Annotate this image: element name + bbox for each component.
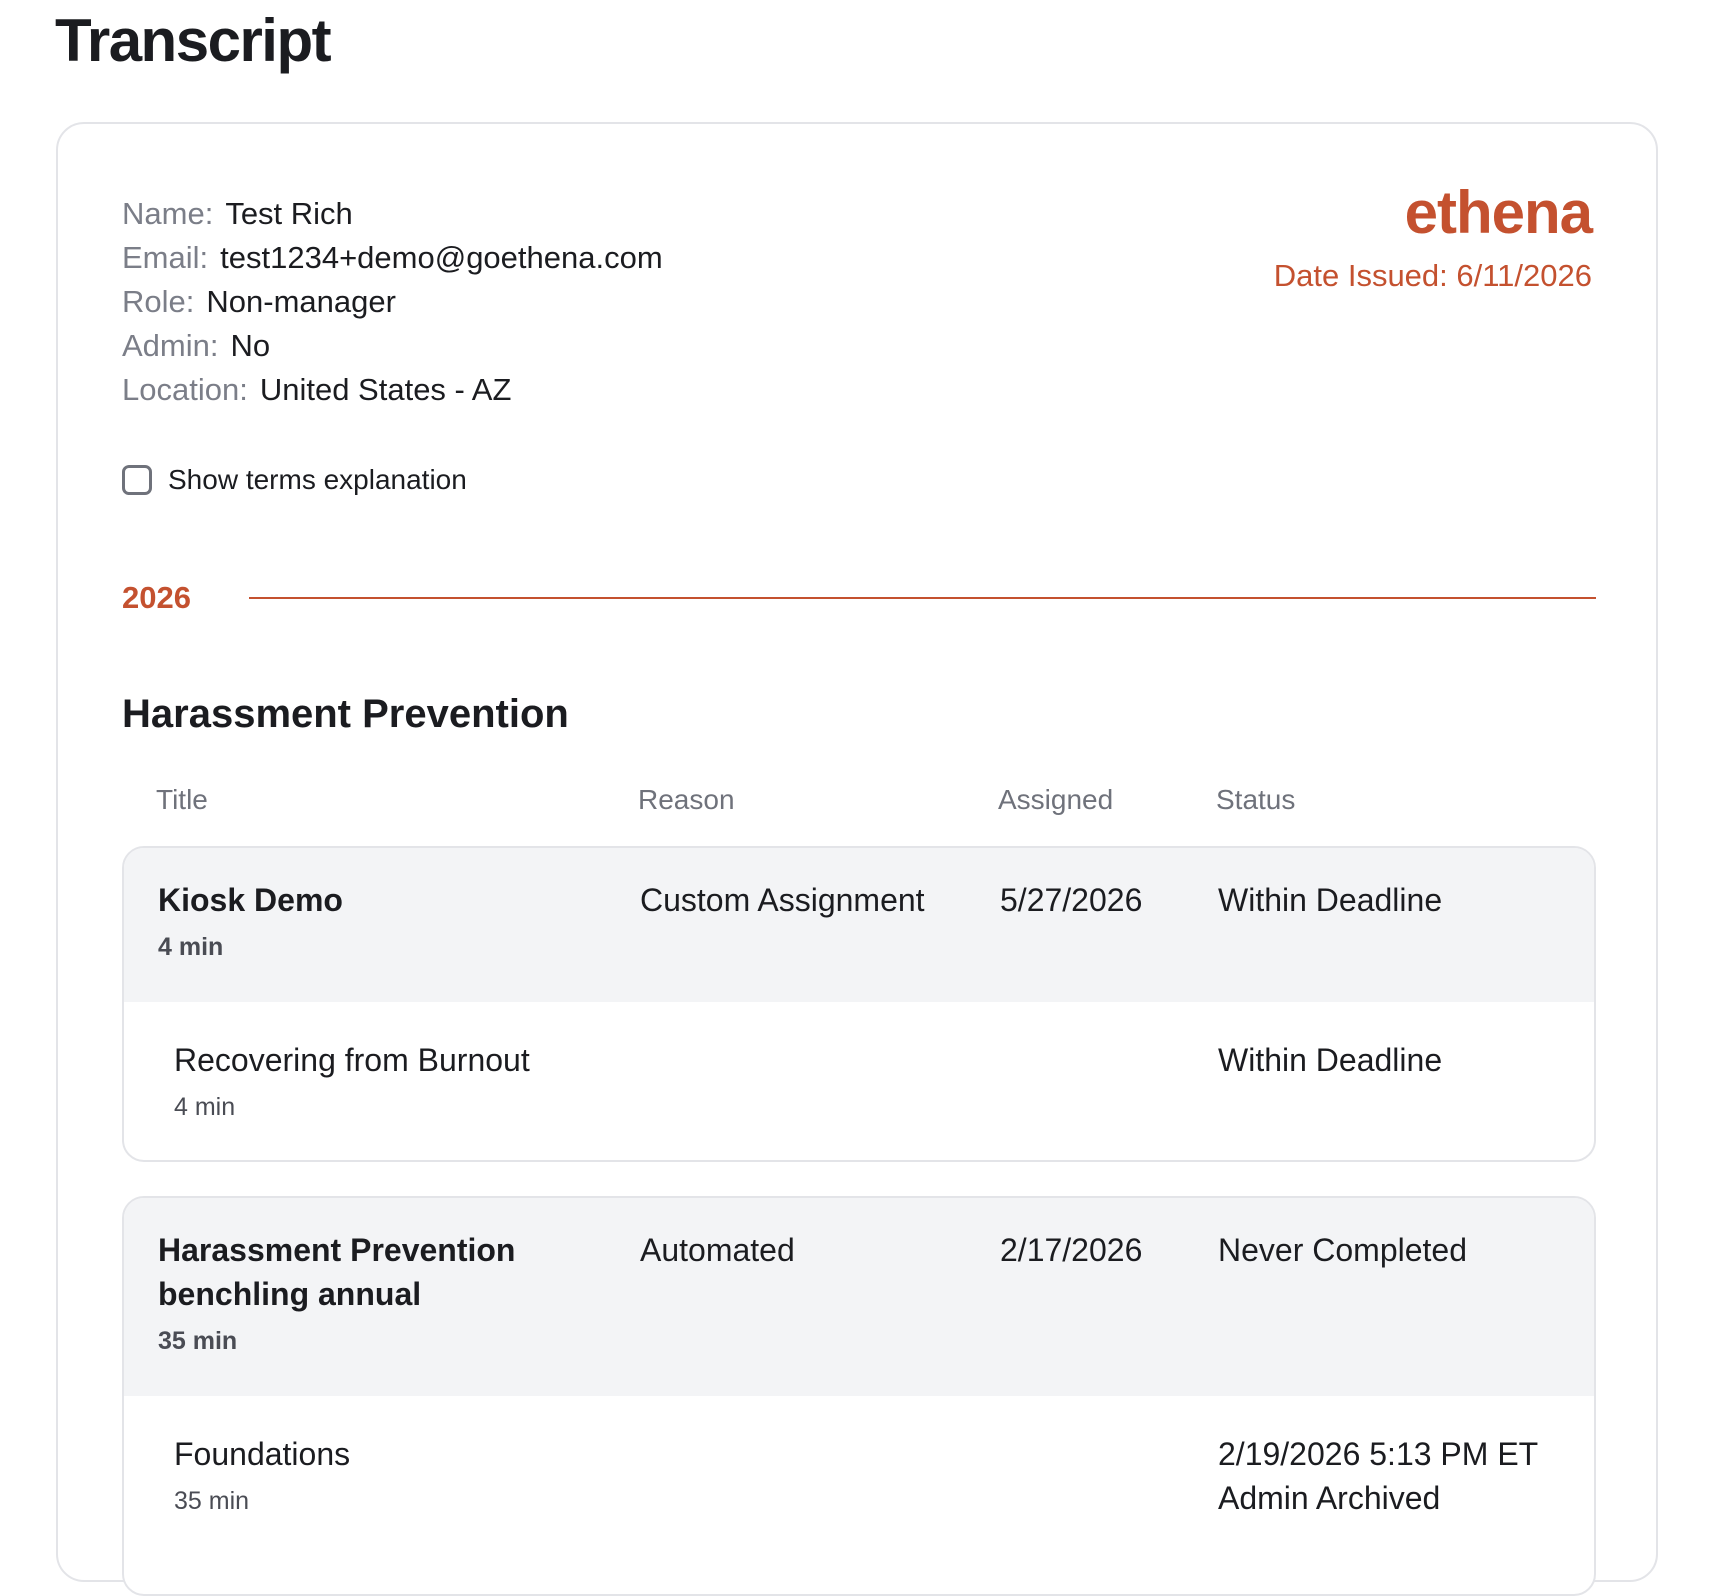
- table-row[interactable]: [124, 1396, 1594, 1596]
- role-label: Role:: [122, 284, 195, 319]
- column-header-title: Title: [156, 784, 208, 815]
- info-row-name: [122, 192, 663, 236]
- page-title: Transcript: [55, 7, 331, 74]
- date-issued: Date Issued: 6/11/2026: [1273, 258, 1592, 293]
- course-duration: 4 min: [158, 933, 224, 961]
- info-row-email: [122, 236, 663, 280]
- course-title: Kiosk Demo: [158, 882, 343, 918]
- column-header-assigned: Assigned: [998, 784, 1114, 815]
- location-value: United States - AZ: [259, 372, 512, 407]
- status-cell: Never Completed: [1218, 1232, 1467, 1268]
- year-divider: [122, 580, 1596, 616]
- ethena-logo: ethena: [1404, 179, 1592, 246]
- show-terms-label: Show terms explanation: [168, 464, 467, 495]
- column-header-status: Status: [1216, 784, 1296, 815]
- assignment-group: [122, 1196, 1596, 1596]
- user-info: [122, 192, 663, 412]
- email-value: test1234+demo@goethena.com: [220, 240, 663, 275]
- info-row-location: [122, 368, 663, 412]
- assigned-cell: 5/27/2026: [1000, 882, 1143, 918]
- course-title: Harassment Prevention benchling annual: [158, 1232, 516, 1312]
- lesson-duration: 35 min: [174, 1487, 250, 1515]
- status-cell: Within Deadline: [1218, 882, 1443, 918]
- show-terms-checkbox[interactable]: [122, 465, 152, 495]
- assignment-group: [122, 846, 1596, 1162]
- column-header-reason: Reason: [638, 784, 735, 815]
- status-cell: [1218, 1432, 1578, 1520]
- info-row-role: [122, 280, 663, 324]
- completion-date: 2/19/2026 5:13 PM ET: [1218, 1436, 1539, 1472]
- role-value: Non-manager: [206, 284, 396, 319]
- show-terms-toggle[interactable]: [122, 464, 467, 496]
- lesson-title: Foundations: [174, 1436, 351, 1472]
- reason-cell: Custom Assignment: [640, 882, 925, 918]
- reason-cell: Automated: [640, 1232, 795, 1268]
- lesson-title-cell: [174, 1432, 350, 1518]
- email-label: Email:: [122, 240, 209, 275]
- lesson-duration: 4 min: [174, 1093, 236, 1121]
- name-value: Test Rich: [225, 196, 353, 231]
- table-row[interactable]: [124, 1002, 1594, 1160]
- lesson-title: Recovering from Burnout: [174, 1042, 530, 1078]
- table-row[interactable]: [124, 1198, 1594, 1396]
- table-header: [122, 784, 1596, 824]
- year-label: 2026: [122, 580, 191, 615]
- transcript-card: [56, 122, 1658, 1582]
- year-divider-line: [249, 597, 1596, 599]
- info-row-admin: [122, 324, 663, 368]
- course-title-cell: [158, 1228, 598, 1358]
- brand-block: [1274, 178, 1592, 294]
- status-cell: Within Deadline: [1218, 1042, 1443, 1078]
- section-title: Harassment Prevention: [122, 692, 569, 736]
- course-title-cell: [158, 878, 598, 964]
- assigned-cell: 2/17/2026: [1000, 1232, 1143, 1268]
- lesson-title-cell: [174, 1038, 530, 1124]
- table-row[interactable]: [124, 848, 1594, 1002]
- admin-label: Admin:: [122, 328, 219, 363]
- admin-value: No: [230, 328, 271, 363]
- completion-note: Admin Archived: [1218, 1480, 1441, 1516]
- location-label: Location:: [122, 372, 248, 407]
- course-duration: 35 min: [158, 1327, 238, 1355]
- name-label: Name:: [122, 196, 214, 231]
